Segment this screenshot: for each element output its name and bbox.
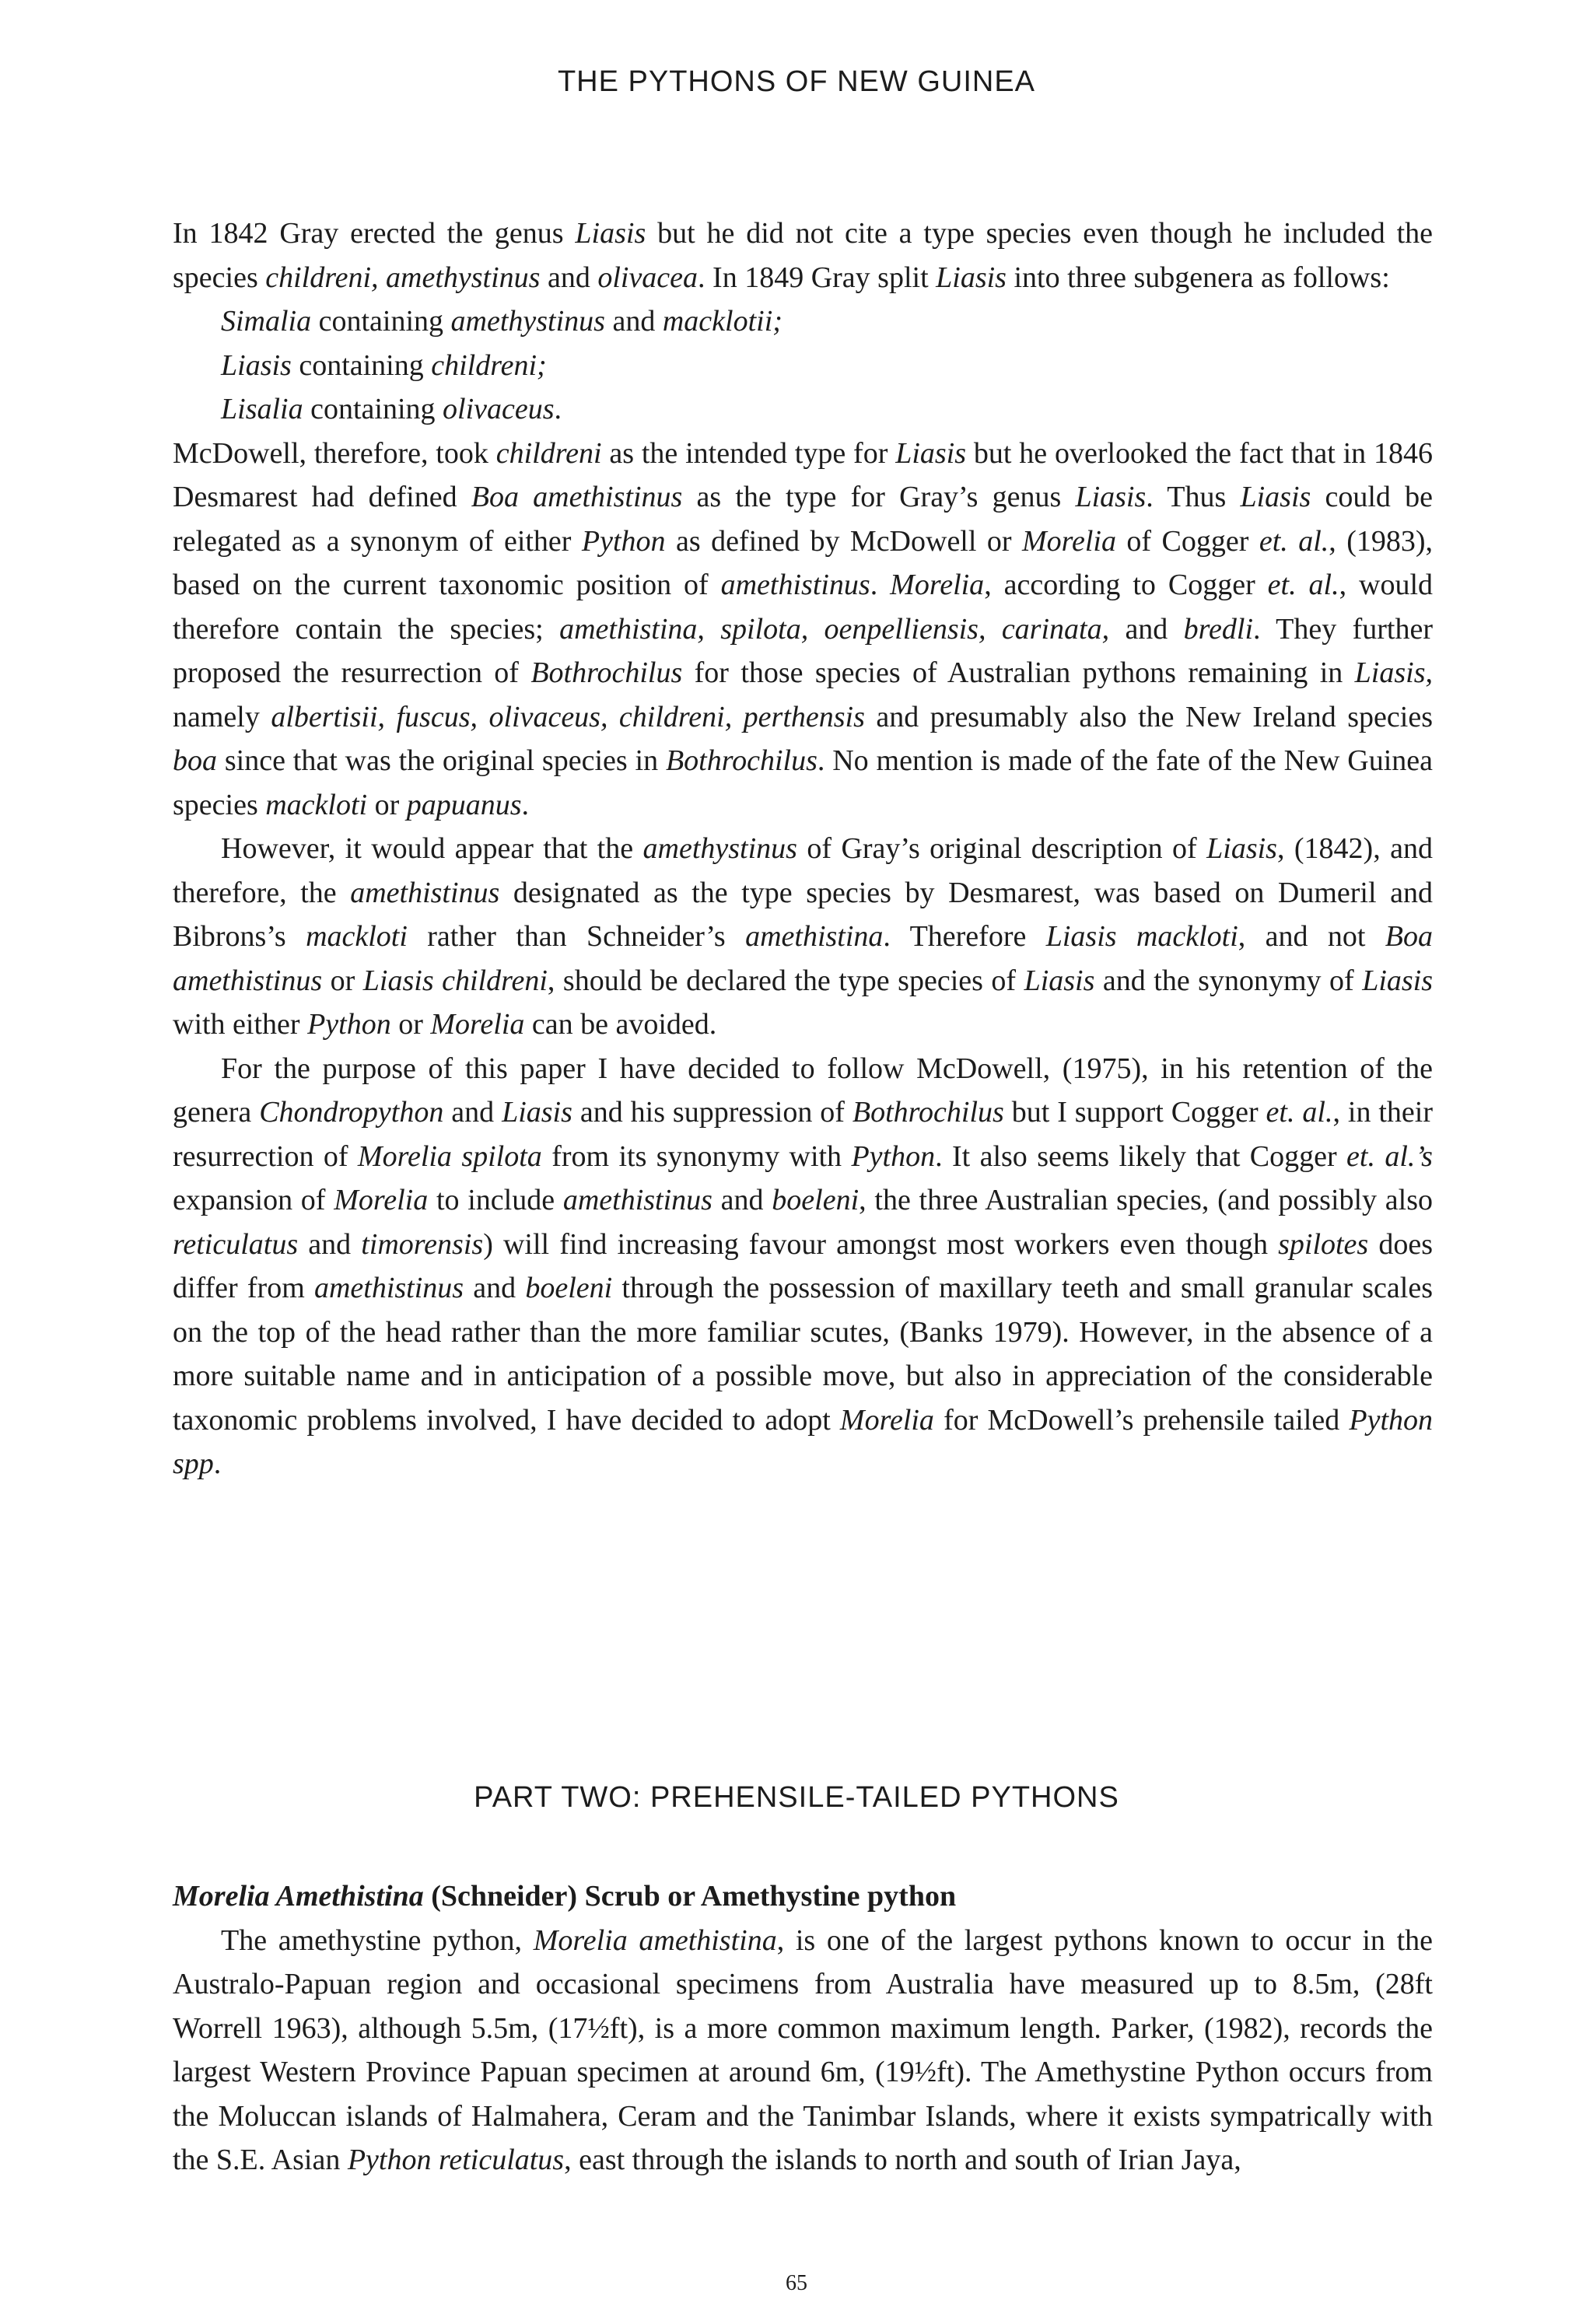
taxon-name: Bothrochilus: [530, 656, 683, 689]
taxon-name: amethistinus: [720, 569, 870, 601]
text-run: to include: [428, 1184, 563, 1216]
taxon-name: Python spp: [173, 1403, 1433, 1480]
text-run: and: [540, 261, 598, 294]
text-run: The amethystine python,: [221, 1923, 534, 1957]
citation-abbrev: et. al.: [1266, 1096, 1333, 1129]
text-run: .: [213, 1447, 222, 1480]
species-heading-common-name: (Schneider) Scrub or Amethystine python: [423, 1880, 957, 1913]
text-run: containing: [291, 348, 432, 382]
text-run: can be avoided.: [524, 1008, 717, 1041]
taxon-name: Python reticulatus: [347, 2144, 565, 2176]
taxon-name: mackloti: [306, 920, 408, 953]
taxon-name: Liasis: [575, 217, 646, 250]
taxon-name: amethistinus: [313, 1272, 464, 1304]
text-run: . Thus: [1146, 481, 1241, 513]
text-run: into three subgenera as follows:: [1006, 261, 1390, 294]
citation-abbrev: et. al.’s: [1346, 1139, 1433, 1173]
citation-abbrev: et. al.: [1267, 569, 1339, 601]
taxon-name: spilotes: [1278, 1227, 1369, 1261]
text-run: namely: [173, 700, 271, 733]
text-run: , the three Australian species, (and possibly also: [859, 1184, 1434, 1216]
taxon-name: Bothrochilus: [665, 744, 818, 777]
page-number: 65: [786, 2271, 807, 2295]
text-run: as defined by McDowell or: [665, 524, 1022, 558]
subgenus-list-item: [173, 299, 1433, 344]
taxon-name: Liasis: [1075, 481, 1147, 513]
taxon-name: Python: [307, 1008, 391, 1041]
taxon-name: Liasis mackloti: [1045, 920, 1238, 953]
text-run: .: [870, 569, 891, 601]
taxon-name: timorensis: [361, 1227, 484, 1261]
taxon-name: Morelia amethistina: [533, 1923, 777, 1957]
text-run: could be relegated as a synonym of either: [173, 481, 1433, 558]
paragraph-5: [173, 1919, 1433, 2182]
taxon-name: Morelia: [839, 1403, 934, 1437]
taxon-name: Morelia: [890, 569, 985, 601]
text-run: but I support Cogger: [1003, 1096, 1266, 1129]
subgenus-list-item: [173, 387, 1433, 432]
text-run: For the purpose of this paper I have decided to follow McDowell, (1975), in his retention of the genera: [173, 1052, 1433, 1129]
text-run: with either: [173, 1008, 308, 1041]
text-run: , east through the islands to north and south of Irian Jaya,: [564, 2144, 1241, 2176]
text-run: . It also seems likely that Cogger: [935, 1139, 1347, 1173]
taxon-name: Liasis childreni: [362, 964, 548, 997]
taxon-name: amethystinus: [450, 305, 605, 338]
taxon-name: Liasis: [1206, 832, 1277, 865]
taxon-name: childreni, amethystinus: [265, 261, 541, 294]
text-run: rather than Schneider’s: [407, 920, 746, 953]
species-heading-name: Morelia Amethistina: [173, 1880, 424, 1913]
taxon-name: Simalia: [221, 305, 312, 338]
paragraph-4: [173, 1047, 1433, 1486]
text-run: or: [390, 1008, 431, 1041]
taxon-name: macklotii;: [662, 305, 782, 338]
text-run: for those species of Australian pythons remaining in: [682, 656, 1355, 689]
taxon-name: mackloti: [265, 788, 368, 821]
text-run: of Cogger: [1115, 524, 1259, 558]
taxon-name: Boa amethistinus: [173, 920, 1433, 997]
taxon-name: Python: [851, 1139, 936, 1173]
taxon-name: albertisii, fuscus, olivaceus, childreni, perthensis: [271, 700, 865, 733]
taxon-name: Morelia: [430, 1008, 525, 1041]
text-run: , would therefore contain the species;: [173, 569, 1434, 646]
text-run: as the intended type for: [601, 436, 896, 470]
taxon-name: olivaceus: [443, 393, 555, 425]
text-run: , and not: [1238, 920, 1385, 953]
taxon-name: Liasis: [502, 1096, 572, 1129]
text-run: and: [443, 1096, 502, 1129]
text-run: . No mention is made of the fate of the New Guinea species: [173, 744, 1433, 821]
taxon-name: boa: [173, 744, 217, 777]
taxon-name: papuanus: [406, 788, 522, 821]
text-run: , should be declared the type species of: [547, 964, 1024, 997]
text-run: . In 1849 Gray split: [698, 261, 937, 294]
text-run: and presumably also the New Ireland species: [864, 700, 1433, 733]
text-run: but he did not cite a type species even though he included the species: [173, 217, 1434, 294]
text-run: containing: [311, 305, 451, 338]
taxon-name: Morelia: [1021, 524, 1116, 558]
text-run: and: [464, 1272, 526, 1304]
text-run: However, it would appear that the: [221, 832, 643, 865]
text-run: and: [604, 305, 663, 338]
taxon-name: Liasis: [936, 261, 1007, 294]
text-run: In 1842 Gray erected the genus: [173, 217, 576, 250]
text-run: McDowell, therefore, took: [173, 436, 496, 470]
taxon-name: childreni;: [431, 348, 547, 382]
taxon-name: Python: [581, 524, 666, 558]
text-run: and: [298, 1227, 362, 1261]
paragraph-1: [173, 212, 1433, 299]
taxon-name: Liasis: [221, 348, 292, 382]
section-title: PART TWO: PREHENSILE-TAILED PYTHONS: [474, 1781, 1119, 1814]
taxon-name: Lisalia: [221, 393, 303, 425]
text-run: designated as the type species by Desmarest, was based on Dumeril and Bibrons’s: [173, 876, 1433, 953]
taxon-name: Morelia spilota: [357, 1139, 542, 1173]
taxon-name: bredli: [1183, 612, 1254, 646]
taxon-name: amethistina: [745, 920, 884, 953]
text-run: ) will find increasing favour amongst most workers even though: [483, 1227, 1279, 1261]
text-run: , (1983), based on the current taxonomic position of: [173, 524, 1433, 601]
text-run: of Gray’s original description of: [796, 832, 1207, 865]
text-run: and his suppression of: [572, 1096, 853, 1129]
text-run: , according to Cogger: [984, 569, 1268, 601]
taxon-name: amethistinus: [562, 1184, 712, 1216]
taxon-name: boeleni: [772, 1184, 860, 1216]
text-run: through the possession of maxillary teeth and small granular scales on the top of the head rather than the more familiar scutes, (Banks 1979). However, in the absence of a more suitable name and in anticipation of a possible move, but also in appreciation of the considerable taxonomic problems involved, I have decided to adopt: [173, 1272, 1433, 1437]
taxon-name: Morelia: [334, 1184, 429, 1216]
text-run: or: [367, 788, 407, 821]
text-run: from its synonymy with: [541, 1139, 852, 1173]
text-run: , is one of the largest pythons known to occur in the Australo-Papuan region and occasional specimens from Australia have measured up to 8.5m, (28ft Worrell 1963), although 5.5m, (17½ft), is a more common maximum length. Parker, (1982), records the largest Western Province Papuan specimen at around 6m, (19½ft). The Amethystine Python occurs from the Moluccan islands of Halmahera, Ceram and the Tanimbar Islands, where it exists sympatrically with the S.E. Asian: [173, 1923, 1433, 2176]
text-run: , (1842), and therefore, the: [173, 832, 1433, 909]
taxon-name: Liasis,: [1354, 656, 1433, 689]
taxon-name: reticulatus: [173, 1227, 299, 1261]
text-run: containing: [303, 393, 443, 425]
paragraph-3: [173, 827, 1433, 1047]
taxon-name: Boa amethistinus: [471, 481, 683, 513]
species-heading: [173, 1874, 1433, 1919]
text-run: as the type for Gray’s genus: [682, 481, 1076, 513]
text-run: and: [1109, 612, 1184, 646]
taxon-name: childreni: [495, 436, 602, 470]
text-run: and the synonymy of: [1094, 964, 1363, 997]
citation-abbrev: et. al.: [1259, 524, 1329, 558]
taxon-name: Liasis: [1024, 964, 1095, 997]
taxon-name: Liasis: [1240, 481, 1311, 513]
text-run: since that was the original species in: [217, 744, 666, 777]
taxon-name: Liasis: [895, 436, 967, 470]
taxon-name: amethystinus: [642, 832, 797, 865]
text-run: , in their resurrection of: [173, 1096, 1434, 1173]
species-account: [173, 1874, 1433, 2182]
text-run: and: [712, 1184, 772, 1216]
taxon-name: amethistinus: [350, 876, 500, 909]
text-run: expansion of: [173, 1184, 334, 1216]
taxon-name: boeleni: [525, 1272, 613, 1304]
paragraph-2: [173, 432, 1433, 828]
taxon-name: Liasis: [1362, 964, 1434, 997]
running-head: THE PYTHONS OF NEW GUINEA: [557, 65, 1036, 98]
taxon-name: Bothrochilus: [852, 1096, 1004, 1129]
text-run: .: [554, 393, 562, 425]
body-text: [173, 212, 1433, 1486]
taxon-name: olivacea: [597, 261, 698, 294]
taxon-name: amethistina, spilota, oenpelliensis, carinata,: [559, 612, 1110, 646]
taxon-name: Chondropython: [259, 1096, 444, 1129]
text-run: . They further proposed the resurrection of: [173, 612, 1433, 689]
text-run: .: [521, 788, 530, 821]
text-run: does differ from: [173, 1227, 1433, 1304]
text-run: but he overlooked the fact that in 1846 Desmarest had defined: [173, 436, 1433, 513]
text-run: . Therefore: [883, 920, 1046, 953]
subgenus-list-item: [173, 344, 1433, 388]
text-run: or: [322, 964, 363, 997]
text-run: for McDowell’s prehensile tailed: [933, 1403, 1350, 1437]
